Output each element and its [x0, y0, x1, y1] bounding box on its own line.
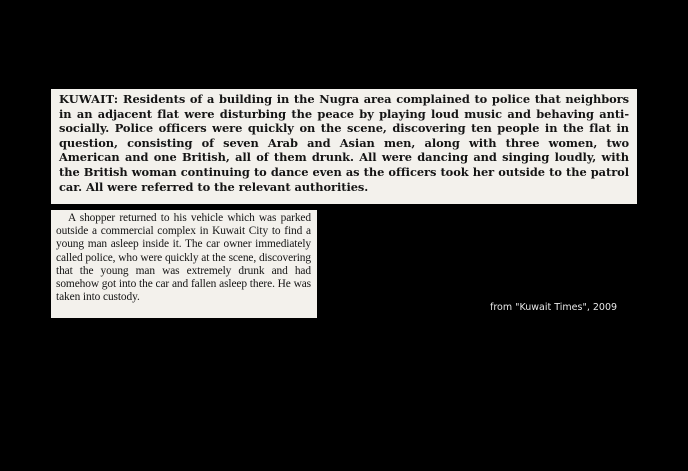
- news-clipping-nugra: [51, 89, 637, 204]
- source-caption: from "Kuwait Times", 2009: [490, 302, 618, 313]
- clipping-text: [59, 92, 629, 194]
- clipping-body: A shopper returned to his vehicle which was parked outside a commercial complex in Kuwait City to find a young man asleep inside it. The car owner immediately called police, who were quickly at the scene, discovering that the young man was extremely drunk and had somehow got into the car and fallen asleep there. He was taken into custody.: [56, 212, 311, 304]
- clipping-body: Residents of a building in the Nugra area complained to police that neighbors in an adjacent flat were disturbing the peace by playing loud music and behaving anti-socially. Police officers were quickly on the scene, discovering ten people in the flat in question, consisting of seven Arab and Asian men, along with three women, two American and one British, all of them drunk. All were dancing and singing loudly, with the British woman continuing to dance even as the officers took her outside to the patrol car. All were referred to the relevant authorities.: [59, 92, 629, 194]
- clipping-dateline: KUWAIT:: [59, 92, 119, 106]
- news-clipping-shopper: [51, 210, 317, 318]
